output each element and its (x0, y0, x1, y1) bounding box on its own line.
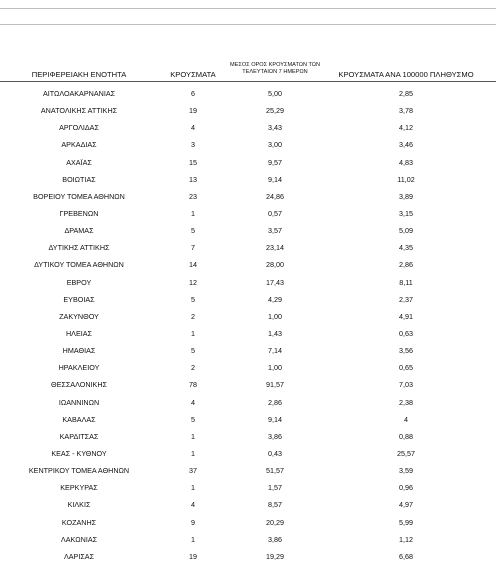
cell-cases: 1 (191, 483, 195, 493)
table-row (0, 325, 496, 342)
cell-cases: 1 (191, 431, 195, 441)
table-row (0, 411, 496, 428)
cell-region: ΗΡΑΚΛΕΙΟΥ (58, 363, 100, 373)
cell-per100k: 3,78 (399, 106, 413, 116)
cell-avg7: 1,00 (268, 363, 282, 373)
cell-avg7: 3,57 (268, 226, 282, 236)
table-row (0, 188, 496, 205)
table-row (0, 239, 496, 256)
cell-region: ΑΡΚΑΔΙΑΣ (61, 140, 97, 150)
cell-per100k: 2,38 (399, 397, 413, 407)
cell-per100k: 5,09 (399, 226, 413, 236)
cell-per100k: 4,12 (399, 123, 413, 133)
cell-avg7: 3,86 (268, 431, 282, 441)
cell-per100k: 25,57 (397, 448, 415, 458)
cell-per100k: 3,46 (399, 140, 413, 150)
table-row (0, 359, 496, 376)
cell-avg7: 17,43 (266, 277, 284, 287)
table-row (0, 256, 496, 273)
cell-region: ΓΡΕΒΕΝΩΝ (59, 208, 99, 218)
cell-region: ΚΑΡΔΙΤΣΑΣ (59, 431, 99, 441)
cell-cases: 2 (191, 311, 195, 321)
cell-avg7: 1,00 (268, 311, 282, 321)
cell-region: ΚΟΖΑΝΗΣ (61, 517, 97, 527)
cell-per100k: 7,03 (399, 380, 413, 390)
cell-region: ΛΑΡΙΣΑΣ (63, 551, 95, 561)
cell-cases: 4 (191, 500, 195, 510)
cell-region: ΔΡΑΜΑΣ (64, 226, 94, 236)
cell-region: ΖΑΚΥΝΘΟΥ (59, 311, 99, 321)
table-row (0, 119, 496, 136)
table-row (0, 428, 496, 445)
cell-avg7: 23,14 (266, 243, 284, 253)
cell-region: ΔΥΤΙΚΗΣ ΑΤΤΙΚΗΣ (48, 243, 110, 253)
cell-avg7: 9,57 (268, 157, 282, 167)
cell-avg7: 0,43 (268, 448, 282, 458)
cell-per100k: 3,59 (399, 466, 413, 476)
cell-region: ΙΩΑΝΝΙΝΩΝ (58, 397, 100, 407)
cell-cases: 5 (191, 414, 195, 424)
table-row (0, 291, 496, 308)
header-cases: ΚΡΟΥΣΜΑΤΑ (170, 70, 216, 79)
header-avg7-line1: ΜΕΣΟΣ ΟΡΟΣ ΚΡΟΥΣΜΑΤΩΝ ΤΩΝ (230, 62, 320, 68)
cell-region: ΗΜΑΘΙΑΣ (62, 346, 96, 356)
cell-cases: 5 (191, 346, 195, 356)
cell-region: ΒΟΙΩΤΙΑΣ (62, 174, 96, 184)
cell-per100k: 11,02 (397, 174, 415, 184)
cell-cases: 13 (189, 174, 197, 184)
table-row (0, 102, 496, 119)
cell-avg7: 4,29 (268, 294, 282, 304)
header-per100k: ΚΡΟΥΣΜΑΤΑ ΑΝΑ 100000 ΠΛΗΘΥΣΜΟ (338, 70, 474, 79)
cell-per100k: 5,99 (399, 517, 413, 527)
cell-avg7: 0,57 (268, 208, 282, 218)
cell-per100k: 4,35 (399, 243, 413, 253)
cell-cases: 7 (191, 243, 195, 253)
cell-cases: 2 (191, 363, 195, 373)
table-row (0, 308, 496, 325)
cell-avg7: 3,86 (268, 534, 282, 544)
cell-cases: 5 (191, 226, 195, 236)
cell-cases: 12 (189, 277, 197, 287)
cell-per100k: 3,89 (399, 191, 413, 201)
cell-avg7: 28,00 (266, 260, 284, 270)
cell-avg7: 25,29 (266, 106, 284, 116)
table-row (0, 462, 496, 479)
table-row (0, 154, 496, 171)
cell-cases: 19 (189, 106, 197, 116)
top-rule-1 (0, 8, 496, 9)
cell-avg7: 2,86 (268, 397, 282, 407)
cell-cases: 3 (191, 140, 195, 150)
cell-per100k: 0,63 (399, 328, 413, 338)
cell-cases: 1 (191, 448, 195, 458)
cell-per100k: 3,15 (399, 208, 413, 218)
table-row (0, 496, 496, 513)
header-region: ΠΕΡΙΦΕΡΕΙΑΚΗ ΕΝΟΤΗΤΑ (31, 70, 127, 79)
table-row (0, 274, 496, 291)
cell-cases: 23 (189, 191, 197, 201)
cell-per100k: 8,11 (399, 277, 413, 287)
cell-cases: 4 (191, 123, 195, 133)
table-row (0, 376, 496, 393)
table-row (0, 222, 496, 239)
cell-cases: 1 (191, 208, 195, 218)
cell-per100k: 2,85 (399, 89, 413, 98)
cell-per100k: 4 (404, 414, 408, 424)
table-row (0, 342, 496, 359)
cell-avg7: 8,57 (268, 500, 282, 510)
cell-cases: 78 (189, 380, 197, 390)
header-avg7-line2: ΤΕΛΕΥΤΑΙΩΝ 7 ΗΜΕΡΩΝ (242, 69, 308, 75)
table-row (0, 394, 496, 411)
cell-avg7: 5,00 (268, 89, 282, 98)
cell-avg7: 1,43 (268, 328, 282, 338)
cell-cases: 6 (191, 89, 195, 98)
cell-region: ΑΙΤΩΛΟΑΚΑΡΝΑΝΙΑΣ (42, 89, 116, 98)
cell-region: ΑΡΓΟΛΙΔΑΣ (59, 123, 99, 133)
cell-per100k: 1,12 (399, 534, 413, 544)
cell-avg7: 24,86 (266, 191, 284, 201)
cell-cases: 1 (191, 328, 195, 338)
cell-per100k: 0,65 (399, 363, 413, 373)
cell-avg7: 19,29 (266, 551, 284, 561)
cell-cases: 14 (189, 260, 197, 270)
cell-avg7: 91,57 (266, 380, 284, 390)
table-row (0, 445, 496, 462)
table-header (0, 62, 496, 80)
cell-region: ΕΥΒΟΙΑΣ (63, 294, 95, 304)
cell-per100k: 0,88 (399, 431, 413, 441)
cell-cases: 4 (191, 397, 195, 407)
cell-cases: 1 (191, 534, 195, 544)
cell-avg7: 9,14 (268, 414, 282, 424)
cell-per100k: 4,83 (399, 157, 413, 167)
cell-region: ΗΛΕΙΑΣ (65, 328, 93, 338)
cell-region: ΑΝΑΤΟΛΙΚΗΣ ΑΤΤΙΚΗΣ (40, 106, 118, 116)
cell-cases: 9 (191, 517, 195, 527)
cell-region: ΛΑΚΩΝΙΑΣ (60, 534, 98, 544)
cell-per100k: 4,91 (399, 311, 413, 321)
table-body (0, 85, 496, 565)
cell-avg7: 1,57 (268, 483, 282, 493)
cell-region: ΚΕΑΣ - ΚΥΘΝΟΥ (51, 448, 107, 458)
cell-cases: 19 (189, 551, 197, 561)
cell-per100k: 4,97 (399, 500, 413, 510)
cell-region: ΚΑΒΑΛΑΣ (62, 414, 96, 424)
cell-per100k: 3,56 (399, 346, 413, 356)
cell-cases: 5 (191, 294, 195, 304)
cell-avg7: 3,00 (268, 140, 282, 150)
table-row (0, 479, 496, 496)
table-row (0, 171, 496, 188)
header-avg7 (225, 62, 325, 76)
top-rule-2 (0, 24, 496, 25)
cell-region: ΚΙΛΚΙΣ (67, 500, 91, 510)
table-row (0, 514, 496, 531)
cell-cases: 37 (189, 466, 197, 476)
cell-avg7: 7,14 (268, 346, 282, 356)
cell-avg7: 51,57 (266, 466, 284, 476)
table-row (0, 548, 496, 565)
table-row (0, 136, 496, 153)
cell-region: ΔΥΤΙΚΟΥ ΤΟΜΕΑ ΑΘΗΝΩΝ (34, 260, 124, 270)
cell-region: ΒΟΡΕΙΟΥ ΤΟΜΕΑ ΑΘΗΝΩΝ (33, 191, 125, 201)
table-row (0, 531, 496, 548)
cell-avg7: 20,29 (266, 517, 284, 527)
cell-region: ΘΕΣΣΑΛΟΝΙΚΗΣ (51, 380, 107, 390)
cell-region: ΕΒΡΟΥ (66, 277, 92, 287)
cell-region: ΚΕΝΤΡΙΚΟΥ ΤΟΜΕΑ ΑΘΗΝΩΝ (28, 466, 130, 476)
cell-per100k: 2,37 (399, 294, 413, 304)
cell-region: ΑΧΑΪΑΣ (66, 157, 92, 167)
header-rule (0, 81, 496, 82)
table-row (0, 85, 496, 102)
cell-avg7: 3,43 (268, 123, 282, 133)
cell-avg7: 9,14 (268, 174, 282, 184)
table-row (0, 205, 496, 222)
cell-cases: 15 (189, 157, 197, 167)
cell-region: ΚΕΡΚΥΡΑΣ (60, 483, 98, 493)
cell-per100k: 0,96 (399, 483, 413, 493)
cell-per100k: 6,68 (399, 551, 413, 561)
cell-per100k: 2,86 (399, 260, 413, 270)
